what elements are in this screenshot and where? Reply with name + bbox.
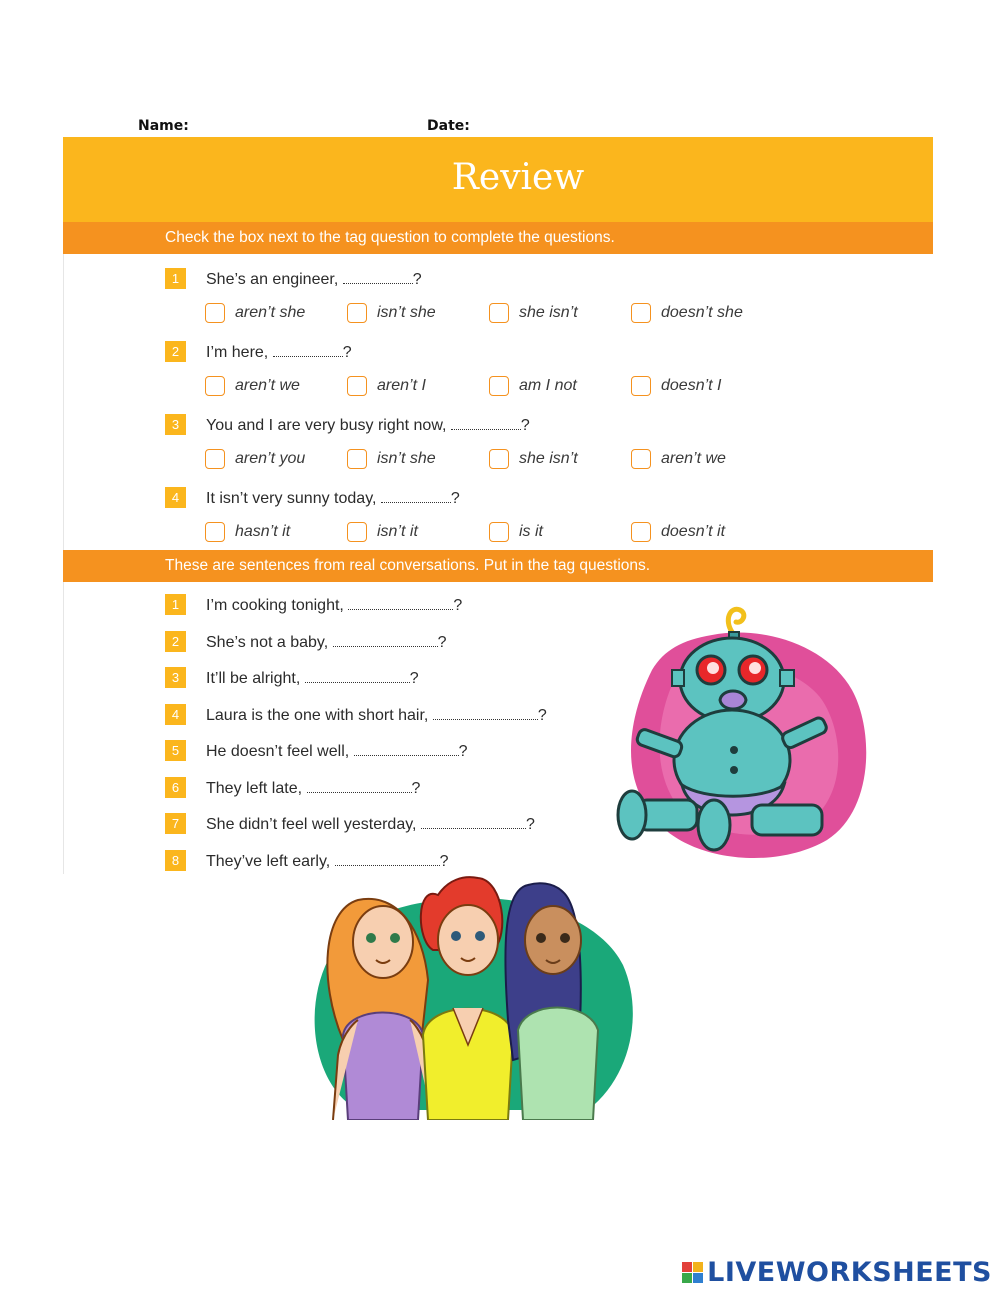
- instruction-band-1: [63, 222, 933, 254]
- item-number: 8: [165, 850, 186, 871]
- option-label: aren’t she: [235, 304, 306, 321]
- question-number: 4: [165, 487, 186, 508]
- item-text: [206, 741, 468, 761]
- answer-blank: [451, 415, 521, 430]
- option-label: she isn’t: [519, 304, 578, 321]
- question-prompt: She’s an engineer,: [206, 271, 339, 288]
- question-mark: ?: [437, 634, 447, 651]
- question-mark: ?: [520, 417, 530, 434]
- answer-input[interactable]: [354, 741, 459, 756]
- checkbox[interactable]: [489, 522, 509, 542]
- option-label: isn’t she: [377, 304, 436, 321]
- option-checkbox[interactable]: [347, 303, 436, 323]
- question-mark: ?: [450, 490, 460, 507]
- brand-logo-icon: [682, 1262, 703, 1283]
- answer-input[interactable]: [433, 705, 538, 720]
- question-text: [206, 342, 352, 362]
- checkbox[interactable]: [347, 522, 367, 542]
- three-girls-illustration: [298, 870, 644, 1120]
- question-number: 3: [165, 414, 186, 435]
- option-label: isn’t it: [377, 523, 418, 540]
- section-1: [63, 254, 934, 552]
- item-text: [206, 595, 462, 615]
- option-label: hasn’t it: [235, 523, 291, 540]
- option-checkbox[interactable]: [489, 449, 578, 469]
- checkbox[interactable]: [347, 376, 367, 396]
- option-checkbox[interactable]: [631, 449, 726, 469]
- question-text: [206, 415, 530, 435]
- item-prompt: They left late,: [206, 780, 303, 797]
- answer-input[interactable]: [305, 668, 410, 683]
- answer-blank: [343, 269, 413, 284]
- checkbox[interactable]: [205, 449, 225, 469]
- item-prompt: Laura is the one with short hair,: [206, 707, 429, 724]
- answer-input[interactable]: [307, 778, 412, 793]
- checkbox[interactable]: [631, 303, 651, 323]
- item-prompt: She didn’t feel well yesterday,: [206, 816, 417, 833]
- option-checkbox[interactable]: [631, 376, 721, 396]
- question-prompt: I’m here,: [206, 344, 269, 361]
- item-number: 4: [165, 704, 186, 725]
- option-checkbox[interactable]: [205, 449, 305, 469]
- item-text: [206, 778, 420, 798]
- checkbox[interactable]: [205, 376, 225, 396]
- checkbox[interactable]: [489, 449, 509, 469]
- item-number: 5: [165, 740, 186, 761]
- option-checkbox[interactable]: [631, 303, 743, 323]
- brand-text: LIVEWORKSHEETS: [707, 1257, 992, 1288]
- question-prompt: It isn’t very sunny today,: [206, 490, 377, 507]
- option-checkbox[interactable]: [205, 522, 290, 542]
- question-mark: ?: [439, 853, 449, 870]
- question-number: 2: [165, 341, 186, 362]
- answer-input[interactable]: [335, 851, 440, 866]
- item-number: 6: [165, 777, 186, 798]
- checkbox[interactable]: [631, 449, 651, 469]
- option-checkbox[interactable]: [631, 522, 725, 542]
- answer-input[interactable]: [348, 595, 453, 610]
- question-mark: ?: [409, 670, 419, 687]
- question-prompt: You and I are very busy right now,: [206, 417, 447, 434]
- option-label: aren’t I: [377, 377, 426, 394]
- question-mark: ?: [342, 344, 352, 361]
- option-label: aren’t you: [235, 450, 306, 467]
- item-number: 7: [165, 813, 186, 834]
- page-title: Review: [451, 157, 585, 198]
- item-prompt: It’ll be alright,: [206, 670, 301, 687]
- option-label: doesn’t it: [661, 523, 726, 540]
- question-number: 1: [165, 268, 186, 289]
- item-number: 3: [165, 667, 186, 688]
- option-label: doesn’t she: [661, 304, 743, 321]
- item-text: [206, 851, 449, 871]
- checkbox[interactable]: [489, 376, 509, 396]
- item-number: 2: [165, 631, 186, 652]
- checkbox[interactable]: [489, 303, 509, 323]
- item-prompt: He doesn’t feel well,: [206, 743, 350, 760]
- option-label: aren’t we: [661, 450, 726, 467]
- title-band: [63, 137, 933, 222]
- checkbox[interactable]: [347, 303, 367, 323]
- option-checkbox[interactable]: [489, 376, 577, 396]
- checkbox[interactable]: [347, 449, 367, 469]
- answer-input[interactable]: [421, 814, 526, 829]
- question-mark: ?: [525, 816, 535, 833]
- date-label: Date:: [427, 118, 470, 134]
- option-checkbox[interactable]: [205, 303, 305, 323]
- item-text: [206, 668, 419, 688]
- option-label: aren’t we: [235, 377, 300, 394]
- checkbox[interactable]: [205, 303, 225, 323]
- checkbox[interactable]: [205, 522, 225, 542]
- question-mark: ?: [411, 780, 421, 797]
- item-text: [206, 632, 447, 652]
- item-number: 1: [165, 594, 186, 615]
- question-text: [206, 488, 460, 508]
- instruction-text-2: These are sentences from real conversations. Put in the tag questions.: [165, 557, 651, 574]
- option-checkbox[interactable]: [347, 522, 418, 542]
- option-label: am I not: [519, 377, 577, 394]
- option-label: isn’t she: [377, 450, 436, 467]
- question-text: [206, 269, 422, 289]
- option-checkbox[interactable]: [347, 449, 436, 469]
- question-mark: ?: [453, 597, 463, 614]
- option-label: is it: [519, 523, 543, 540]
- name-label: Name:: [138, 118, 189, 134]
- option-checkbox[interactable]: [347, 376, 426, 396]
- option-label: she isn’t: [519, 450, 578, 467]
- instruction-band-2: [63, 550, 933, 582]
- checkbox[interactable]: [631, 522, 651, 542]
- checkbox[interactable]: [631, 376, 651, 396]
- item-prompt: They’ve left early,: [206, 853, 331, 870]
- option-checkbox[interactable]: [489, 522, 543, 542]
- option-checkbox[interactable]: [205, 376, 300, 396]
- answer-blank: [381, 488, 451, 503]
- baby-robot-illustration: [612, 600, 874, 872]
- question-mark: ?: [537, 707, 547, 724]
- answer-blank: [273, 342, 343, 357]
- question-mark: ?: [412, 271, 422, 288]
- item-text: [206, 814, 535, 834]
- liveworksheets-logo: [682, 1257, 992, 1288]
- question-mark: ?: [458, 743, 468, 760]
- instruction-text-1: Check the box next to the tag question to complete the questions.: [165, 229, 615, 246]
- item-prompt: She’s not a baby,: [206, 634, 329, 651]
- answer-input[interactable]: [333, 632, 438, 647]
- option-checkbox[interactable]: [489, 303, 578, 323]
- option-label: doesn’t I: [661, 377, 722, 394]
- item-text: [206, 705, 547, 725]
- item-prompt: I’m cooking tonight,: [206, 597, 344, 614]
